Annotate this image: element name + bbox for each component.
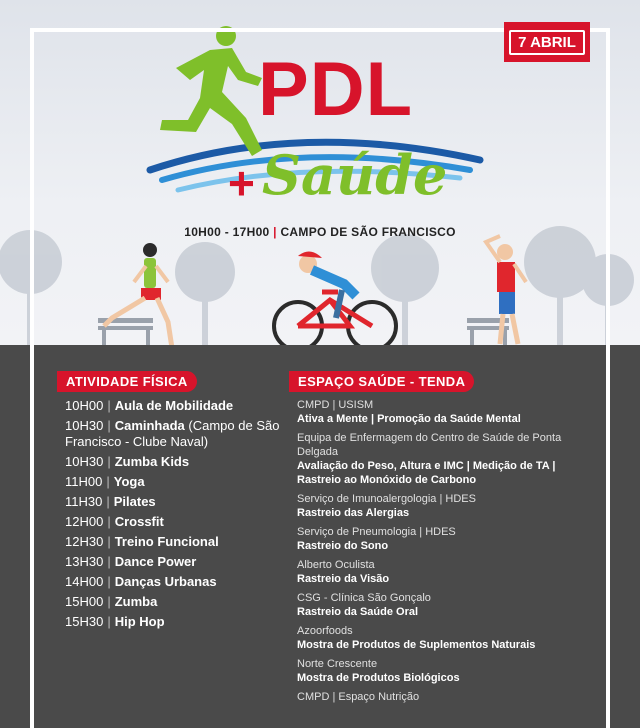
event-title: PDL — [258, 47, 413, 132]
list-item: Norte Crescente Mostra de Produtos Biológicos — [297, 658, 460, 684]
list-item: 11H00 | Yoga — [65, 474, 145, 489]
list-item: Serviço de Pneumologia | HDES Rastreio do Sono — [297, 526, 456, 552]
list-item: 13H30 | Dance Power — [65, 554, 197, 569]
list-item: 15H00 | Zumba — [65, 594, 158, 609]
schedule-line: 10H00 - 17H00 | CAMPO DE SÃO FRANCISCO — [184, 225, 456, 239]
list-item: Alberto Oculista Rastreio da Visão — [297, 559, 390, 585]
list-item: 14H00 | Danças Urbanas — [65, 574, 217, 589]
schedule-time: 10H00 - 17H00 — [184, 225, 270, 239]
left-section-title: ATIVIDADE FÍSICA — [57, 371, 197, 392]
list-item: Equipa de Enfermagem do Centro de Saúde de Ponta Delgada Avaliação do Peso, Altura e IMC | Medição de TA | Rastreio ao Monóxido de Carbono — [297, 432, 562, 486]
list-item: Serviço de Imunoalergologia | HDES Rastreio das Alergias — [297, 493, 476, 519]
list-item: 10H00 | Aula de Mobilidade — [65, 398, 234, 413]
list-item: 15H30 | Hip Hop — [65, 614, 165, 629]
title-plus: + — [228, 157, 255, 209]
list-item: 11H30 | Pilates — [65, 494, 156, 509]
list-item: 10H30 | Zumba Kids — [65, 454, 190, 469]
list-item: CMPD | Espaço Nutrição — [297, 691, 420, 703]
event-subtitle: Saúde — [262, 143, 448, 207]
schedule-location: CAMPO DE SÃO FRANCISCO — [280, 225, 456, 239]
date-label: 7 ABRIL — [509, 30, 585, 55]
right-section-title: ESPAÇO SAÚDE - TENDA — [289, 371, 474, 392]
activity-list — [65, 398, 280, 634]
list-item: 12H30 | Treino Funcional — [65, 534, 219, 549]
list-item: CSG - Clínica São Gonçalo Rastreio da Saúde Oral — [297, 592, 431, 618]
list-item: CMPD | USISM Ativa a Mente | Promoção da Saúde Mental — [297, 399, 521, 425]
list-item: 12H00 | Crossfit — [65, 514, 164, 529]
health-space-list — [297, 398, 597, 709]
date-badge — [504, 22, 590, 62]
list-item: Azoorfoods Mostra de Produtos de Suplementos Naturais — [297, 625, 536, 651]
list-item: 10H30 | Caminhada (Campo de São Francisco - Clube Naval) — [65, 418, 280, 449]
